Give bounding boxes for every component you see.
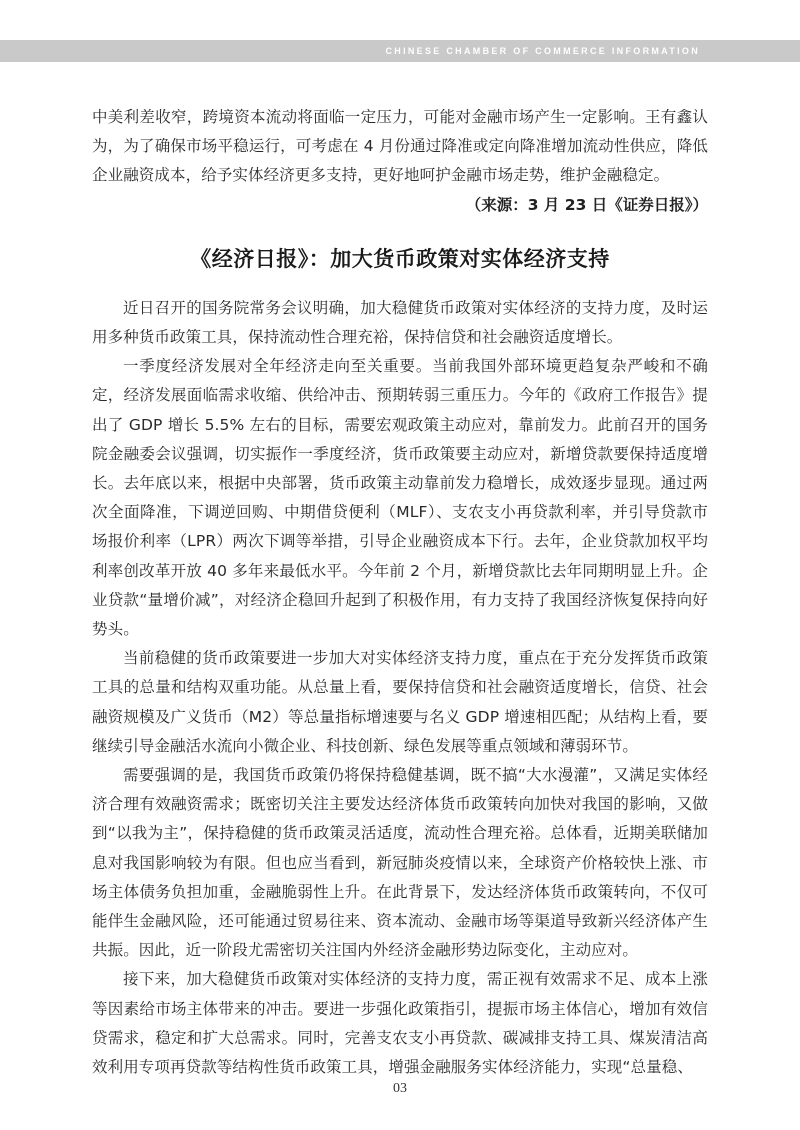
article-title: 《经济日报》：加大货币政策对实体经济支持 xyxy=(190,246,610,271)
page-content xyxy=(92,103,708,1082)
article-paragraph-1: 近日召开的国务院常务会议明确，加大稳健货币政策对实体经济的支持力度，及时运用多种货币政策工具，保持流动性合理充裕，保持信贷和社会融资适度增长。 xyxy=(92,298,708,347)
article-paragraph-3: 当前稳健的货币政策要进一步加大对实体经济支持力度，重点在于充分发挥货币政策工具的总量和结构双重功能。从总量上看，要保持信贷和社会融资适度增长，信贷、社会融资规模及广义货币（M2）等总量指标增速要与名义 GDP 增速相匹配；从结构上看，要继续引导金融活水流向小微企业、科技创新、绿色发展等重点领域和薄弱环节。 xyxy=(92,649,708,755)
article-paragraph-2: 一季度经济发展对全年经济走向至关重要。当前我国外部环境更趋复杂严峻和不确定，经济发展面临需求收缩、供给冲击、预期转弱三重压力。今年的《政府工作报告》提出了 GDP 增长 5.5% 左右的目标，需要宏观政策主动应对，靠前发力。此前召开的国务院金融委会议强调，切实振作一季度经济，货币政策要主动应对，新增贷款要保持适度增长。去年底以来，根据中央部署，货币政策主动靠前发力稳增长，成效逐步显现。通过两次全面降准，下调逆回购、中期借贷便利（MLF）、支农支小再贷款利率，并引导贷款市场报价利率（LPR）两次下调等举措，引导企业融资成本下行。去年，企业贷款加权平均利率创改革开放 40 多年来最低水平。今年前 2 个月，新增贷款比去年同期明显上升。企业贷款“量增价减”，对经济企稳回升起到了积极作用，有力支持了我国经济恢复保持向好势头。 xyxy=(92,357,708,639)
article-paragraph-4: 需要强调的是，我国货币政策仍将保持稳健基调，既不搞“大水漫灌”，又满足实体经济合理有效融资需求；既密切关注主要发达经济体货币政策转向加快对我国的影响，又做到“以我为主”，保持稳健的货币政策灵活适度，流动性合理充裕。总体看，近期美联储加息对我国影响较为有限。但也应当看到，新冠肺炎疫情以来，全球资产价格较快上涨、市场主体债务负担加重，金融脆弱性上升。在此背景下，发达经济体货币政策转向，不仅可能伴生金融风险，还可能通过贸易往来、资本流动、金融市场等渠道导致新兴经济体产生共振。因此，近一阶段尤需密切关注国内外经济金融形势边际变化，主动应对。 xyxy=(92,766,708,960)
source-citation: （来源：3 月 23 日《证券日报》） xyxy=(465,195,708,214)
article-paragraph-5: 接下来，加大稳健货币政策对实体经济的支持力度，需正视有效需求不足、成本上涨等因素给市场主体带来的冲击。要进一步强化政策指引，提振市场主体信心，增加有效信贷需求，稳定和扩大总需求。同时，完善支农支小再贷款、碳减排支持工具、煤炭清洁高效利用专项再贷款等结构性货币政策工具，增强金融服务实体经济能力，实现“总量稳、 xyxy=(92,970,708,1077)
continuation-paragraph: 中美利差收窄，跨境资本流动将面临一定压力，可能对金融市场产生一定影响。王有鑫认为，为了确保市场平稳运行，可考虑在 4 月份通过降准或定向降准增加流动性供应，降低企业融资成本，给予实体经济更多支持，更好地呵护金融市场走势，维护金融稳定。 xyxy=(92,108,708,185)
page-number: 03 xyxy=(393,1081,407,1096)
header-banner-text: CHINESE CHAMBER OF COMMERCE INFORMATION xyxy=(385,46,700,56)
